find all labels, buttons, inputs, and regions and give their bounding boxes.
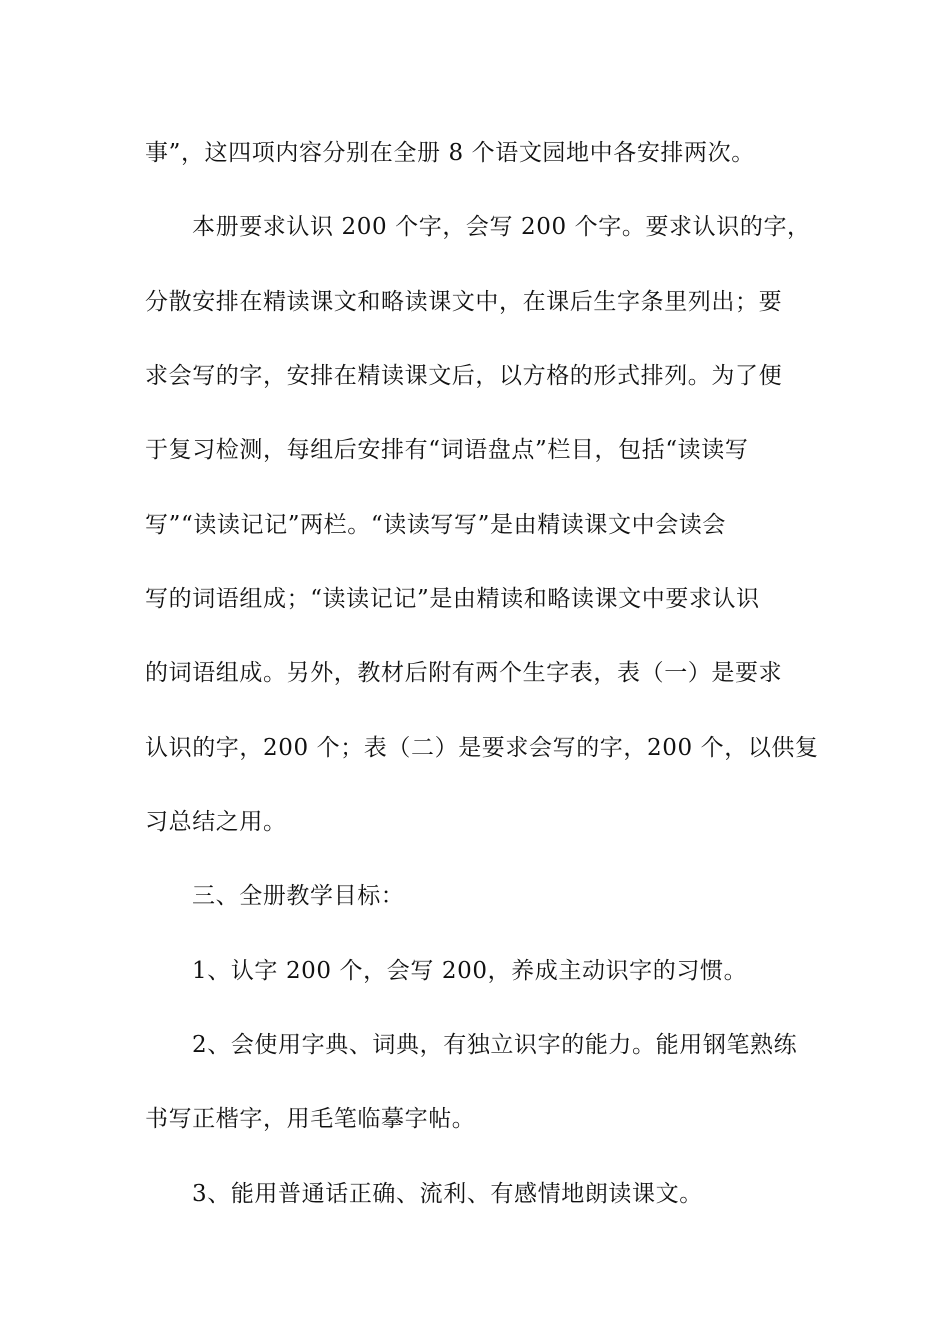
text-line: 习总结之用。 [145, 809, 287, 835]
text-line: 认识的字，200 个；表（二）是要求会写的字，200 个，以供复 [145, 735, 819, 761]
goal-item-3: 3、能用普通话正确、流利、有感情地朗读课文。 [192, 1181, 703, 1207]
paragraph-start-line: 本册要求认识 200 个字，会写 200 个字。要求认识的字， [192, 214, 811, 240]
text-line: 写”“读读记记”两栏。“读读写写”是由精读课文中会读会 [145, 512, 726, 538]
goal-item-1: 1、认字 200 个，会写 200，养成主动识字的习惯。 [192, 958, 748, 984]
text-line: 求会写的字，安排在精读课文后，以方格的形式排列。为了便 [145, 363, 783, 389]
text-line: 于复习检测，每组后安排有“词语盘点”栏目，包括“读读写 [145, 437, 749, 463]
text-line: 写的词语组成；“读读记记”是由精读和略读课文中要求认识 [145, 586, 760, 612]
text-line: 事”，这四项内容分别在全册 8 个语文园地中各安排两次。 [145, 140, 755, 166]
goal-item-2: 2、会使用字典、词典，有独立识字的能力。能用钢笔熟练 [192, 1032, 798, 1058]
text-line: 分散安排在精读课文和略读课文中，在课后生字条里列出；要 [145, 289, 783, 315]
text-line: 书写正楷字，用毛笔临摹字帖。 [145, 1106, 476, 1132]
text-line: 的词语组成。另外，教材后附有两个生字表，表（一）是要求 [145, 660, 783, 686]
section-heading: 三、全册教学目标： [192, 883, 405, 909]
